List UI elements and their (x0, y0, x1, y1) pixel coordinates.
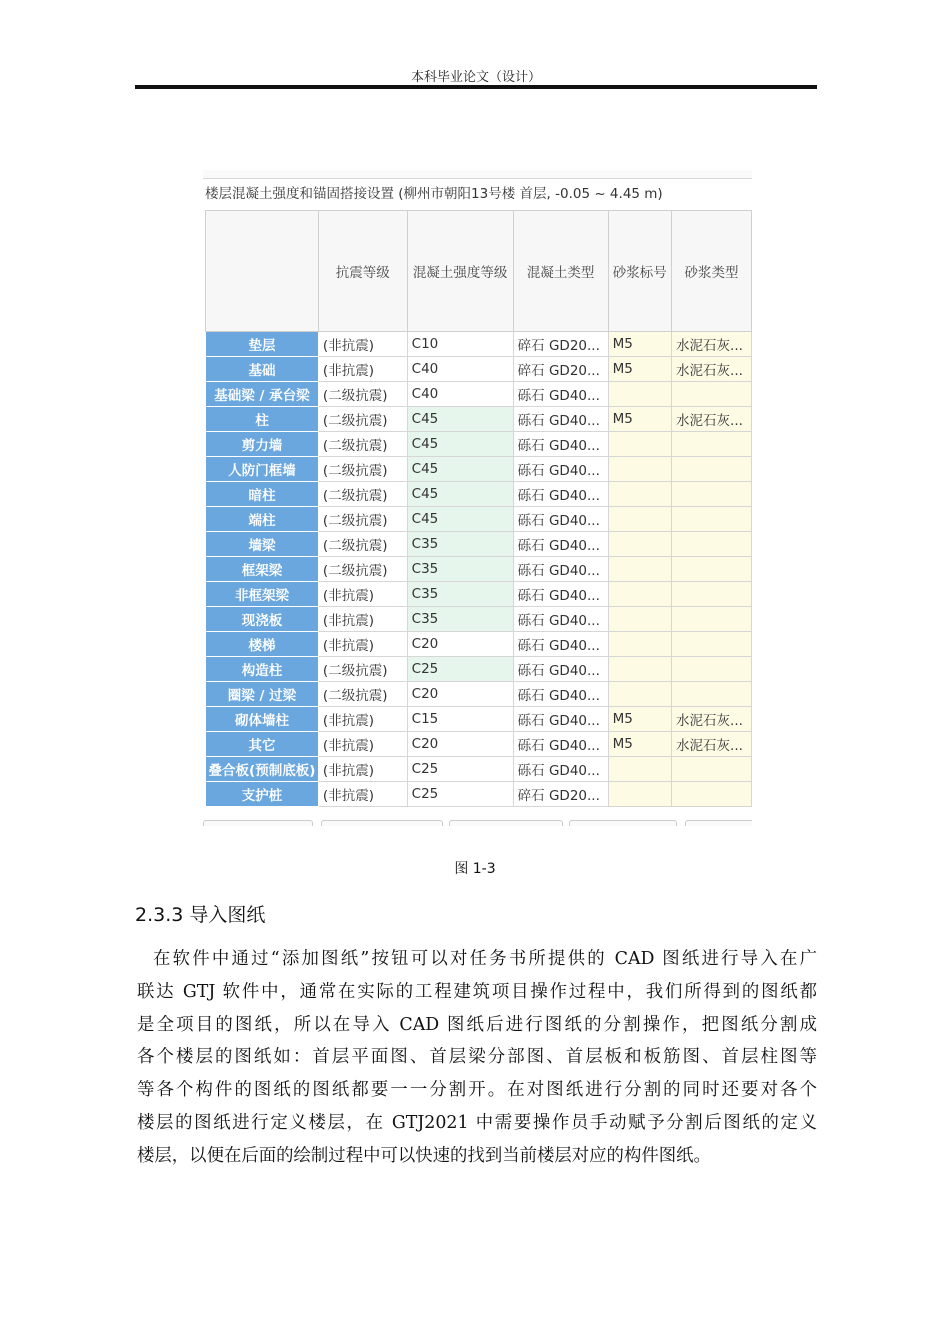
row-header-cell: 现浇板 (206, 607, 319, 632)
concrete-type-cell[interactable]: 砾石 GD40... (513, 607, 608, 632)
concrete-type-cell[interactable]: 砾石 GD40... (513, 382, 608, 407)
mortar-grade-cell[interactable] (608, 607, 671, 632)
table-row (206, 432, 752, 457)
row-header-cell: 剪力墙 (206, 432, 319, 457)
mortar-grade-cell[interactable]: M5 (608, 732, 671, 757)
mortar-type-cell[interactable] (672, 632, 752, 657)
mortar-type-cell[interactable] (672, 507, 752, 532)
concrete-grade-cell[interactable]: C25 (407, 782, 513, 807)
table-row (206, 757, 752, 782)
table-row (206, 332, 752, 357)
concrete-grade-cell[interactable]: C45 (407, 407, 513, 432)
concrete-grade-cell[interactable]: C40 (407, 357, 513, 382)
table-row (206, 632, 752, 657)
seismic-cell[interactable]: (非抗震) (318, 707, 407, 732)
concrete-grade-cell[interactable]: C45 (407, 507, 513, 532)
seismic-cell[interactable]: (非抗震) (318, 607, 407, 632)
row-header-cell: 柱 (206, 407, 319, 432)
header-concrete-type[interactable]: 混凝土类型 (513, 211, 608, 332)
concrete-type-cell[interactable]: 砾石 GD40... (513, 682, 608, 707)
row-header-cell: 墙梁 (206, 532, 319, 557)
concrete-grade-cell[interactable]: C15 (407, 707, 513, 732)
mortar-type-cell[interactable] (672, 757, 752, 782)
seismic-cell[interactable]: (二级抗震) (318, 407, 407, 432)
concrete-type-cell[interactable]: 砾石 GD40... (513, 507, 608, 532)
bottom-tab-stub (321, 820, 443, 826)
concrete-type-cell[interactable]: 砾石 GD40... (513, 732, 608, 757)
mortar-type-cell[interactable] (672, 657, 752, 682)
mortar-type-cell[interactable] (672, 557, 752, 582)
concrete-grade-cell[interactable]: C35 (407, 532, 513, 557)
header-mortar-grade[interactable]: 砂浆标号 (608, 211, 671, 332)
mortar-grade-cell[interactable] (608, 557, 671, 582)
concrete-grade-cell[interactable]: C35 (407, 607, 513, 632)
seismic-cell[interactable]: (二级抗震) (318, 507, 407, 532)
table-row (206, 382, 752, 407)
figure-screenshot (203, 170, 752, 826)
concrete-grade-cell[interactable]: C20 (407, 682, 513, 707)
mortar-grade-cell[interactable] (608, 382, 671, 407)
concrete-grade-cell[interactable]: C40 (407, 382, 513, 407)
seismic-cell[interactable]: (非抗震) (318, 782, 407, 807)
row-header-cell: 圈梁 / 过梁 (206, 682, 319, 707)
row-header-cell: 支护桩 (206, 782, 319, 807)
concrete-grade-cell[interactable]: C20 (407, 732, 513, 757)
concrete-grade-cell[interactable]: C25 (407, 757, 513, 782)
mortar-grade-cell[interactable] (608, 507, 671, 532)
table-row (206, 682, 752, 707)
seismic-cell[interactable]: (非抗震) (318, 332, 407, 357)
concrete-type-cell[interactable]: 砾石 GD40... (513, 482, 608, 507)
concrete-type-cell[interactable]: 碎石 GD20... (513, 332, 608, 357)
row-header-cell: 构造柱 (206, 657, 319, 682)
seismic-cell[interactable]: (非抗震) (318, 582, 407, 607)
figure-caption: 图 1-3 (454, 861, 496, 877)
mortar-grade-cell[interactable]: M5 (608, 332, 671, 357)
table-row (206, 507, 752, 532)
paragraph-line: 联达 GTJ 软件中，通常在实际的工程建筑项目操作过程中，我们所得到的图纸都 (137, 981, 817, 1002)
concrete-type-cell[interactable]: 碎石 GD20... (513, 782, 608, 807)
seismic-cell[interactable]: (二级抗震) (318, 532, 407, 557)
mortar-type-cell[interactable]: 水泥石灰... (672, 357, 752, 382)
mortar-grade-cell[interactable] (608, 657, 671, 682)
table-row (206, 407, 752, 432)
seismic-cell[interactable]: (二级抗震) (318, 432, 407, 457)
table-row (206, 782, 752, 807)
concrete-type-cell[interactable]: 碎石 GD20... (513, 357, 608, 382)
seismic-cell[interactable]: (二级抗震) (318, 682, 407, 707)
table-row (206, 607, 752, 632)
body-paragraph (137, 943, 817, 1173)
paragraph-line: 在软件中通过“添加图纸”按钮可以对任务书所提供的 CAD 图纸进行导入在广 (153, 949, 817, 969)
concrete-type-cell[interactable]: 砾石 GD40... (513, 657, 608, 682)
table-row (206, 582, 752, 607)
seismic-cell[interactable]: (二级抗震) (318, 557, 407, 582)
concrete-type-cell[interactable]: 砾石 GD40... (513, 557, 608, 582)
concrete-grade-cell[interactable]: C25 (407, 657, 513, 682)
header-rule (135, 85, 817, 89)
concrete-type-cell[interactable]: 砾石 GD40... (513, 757, 608, 782)
mortar-grade-cell[interactable] (608, 482, 671, 507)
seismic-cell[interactable]: (二级抗震) (318, 482, 407, 507)
mortar-type-cell[interactable] (672, 457, 752, 482)
mortar-type-cell[interactable] (672, 782, 752, 807)
table-row (206, 457, 752, 482)
row-header-cell: 砌体墙柱 (206, 707, 319, 732)
mortar-grade-cell[interactable]: M5 (608, 407, 671, 432)
row-header-cell: 端柱 (206, 507, 319, 532)
mortar-grade-cell[interactable] (608, 632, 671, 657)
header-corner (206, 211, 319, 332)
concrete-grade-cell[interactable]: C35 (407, 557, 513, 582)
mortar-type-cell[interactable]: 水泥石灰... (672, 732, 752, 757)
concrete-grade-cell[interactable]: C45 (407, 457, 513, 482)
bottom-tab-stub (449, 820, 563, 826)
paragraph-line: 是全项目的图纸，所以在导入 CAD 图纸后进行图纸的分割操作，把图纸分割成 (137, 1014, 817, 1035)
table-row (206, 707, 752, 732)
mortar-grade-cell[interactable] (608, 432, 671, 457)
concrete-grade-cell[interactable]: C20 (407, 632, 513, 657)
figure-top-strip (203, 170, 752, 179)
seismic-cell[interactable]: (非抗震) (318, 357, 407, 382)
concrete-type-cell[interactable]: 砾石 GD40... (513, 582, 608, 607)
mortar-type-cell[interactable] (672, 682, 752, 707)
paragraph-line: 楼层的图纸进行定义楼层，在 GTJ2021 中需要操作员手动赋予分割后图纸的定义 (137, 1112, 817, 1133)
table-row (206, 532, 752, 557)
table-row (206, 557, 752, 582)
seismic-cell[interactable]: (二级抗震) (318, 457, 407, 482)
concrete-type-cell[interactable]: 砾石 GD40... (513, 707, 608, 732)
row-header-cell: 框架梁 (206, 557, 319, 582)
row-header-cell: 垫层 (206, 332, 319, 357)
mortar-type-cell[interactable] (672, 532, 752, 557)
table-header-row (206, 211, 752, 332)
seismic-cell[interactable]: (二级抗震) (318, 657, 407, 682)
table-row (206, 657, 752, 682)
header-concrete-grade[interactable]: 混凝土强度等级 (407, 211, 513, 332)
row-header-cell: 暗柱 (206, 482, 319, 507)
header-mortar-type[interactable]: 砂浆类型 (672, 211, 752, 332)
mortar-grade-cell[interactable] (608, 782, 671, 807)
header-seismic-level[interactable]: 抗震等级 (318, 211, 407, 332)
row-header-cell: 楼梯 (206, 632, 319, 657)
mortar-type-cell[interactable]: 水泥石灰... (672, 332, 752, 357)
row-header-cell: 基础 (206, 357, 319, 382)
seismic-cell[interactable]: (非抗震) (318, 632, 407, 657)
concrete-type-cell[interactable]: 砾石 GD40... (513, 632, 608, 657)
seismic-cell[interactable]: (非抗震) (318, 732, 407, 757)
bottom-tab-stub (685, 820, 752, 826)
concrete-grade-cell[interactable]: C45 (407, 432, 513, 457)
mortar-type-cell[interactable]: 水泥石灰... (672, 707, 752, 732)
row-header-cell: 叠合板(预制底板) (206, 757, 319, 782)
paragraph-line: 楼层，以便在后面的绘制过程中可以快速的找到当前楼层对应的构件图纸。 (137, 1145, 711, 1166)
concrete-grade-cell[interactable]: C45 (407, 482, 513, 507)
mortar-type-cell[interactable]: 水泥石灰... (672, 407, 752, 432)
mortar-type-cell[interactable] (672, 482, 752, 507)
mortar-type-cell[interactable] (672, 582, 752, 607)
mortar-grade-cell[interactable] (608, 757, 671, 782)
concrete-grade-cell[interactable]: C10 (407, 332, 513, 357)
mortar-type-cell[interactable] (672, 382, 752, 407)
concrete-settings-table (205, 210, 752, 807)
mortar-grade-cell[interactable]: M5 (608, 707, 671, 732)
concrete-type-cell[interactable]: 砾石 GD40... (513, 432, 608, 457)
mortar-grade-cell[interactable] (608, 582, 671, 607)
concrete-grade-cell[interactable]: C35 (407, 582, 513, 607)
table-row (206, 482, 752, 507)
row-header-cell: 基础梁 / 承台梁 (206, 382, 319, 407)
paragraph-line: 各个楼层的图纸如：首层平面图、首层梁分部图、首层板和板筋图、首层柱图等 (137, 1047, 817, 1068)
bottom-tab-stub (569, 820, 677, 826)
row-header-cell: 其它 (206, 732, 319, 757)
table-row (206, 357, 752, 382)
mortar-type-cell[interactable] (672, 432, 752, 457)
mortar-grade-cell[interactable] (608, 532, 671, 557)
mortar-type-cell[interactable] (672, 607, 752, 632)
seismic-cell[interactable]: (非抗震) (318, 757, 407, 782)
mortar-grade-cell[interactable] (608, 457, 671, 482)
seismic-cell[interactable]: (二级抗震) (318, 382, 407, 407)
paragraph-line: 等各个构件的图纸的图纸都要一一分割开。在对图纸进行分割的同时还要对各个 (137, 1080, 817, 1101)
table-row (206, 732, 752, 757)
concrete-type-cell[interactable]: 砾石 GD40... (513, 407, 608, 432)
page-header-title: 本科毕业论文（设计） (410, 70, 541, 85)
row-header-cell: 非框架梁 (206, 582, 319, 607)
bottom-tab-stub (203, 820, 313, 826)
mortar-grade-cell[interactable] (608, 682, 671, 707)
concrete-type-cell[interactable]: 砾石 GD40... (513, 532, 608, 557)
section-heading: 2.3.3 导入图纸 (135, 904, 266, 926)
concrete-type-cell[interactable]: 砾石 GD40... (513, 457, 608, 482)
row-header-cell: 人防门框墙 (206, 457, 319, 482)
figure-table-title: 楼层混凝土强度和锚固搭接设置 (柳州市朝阳13号楼 首层, -0.05 ~ 4.45 m) (205, 186, 663, 202)
mortar-grade-cell[interactable]: M5 (608, 357, 671, 382)
